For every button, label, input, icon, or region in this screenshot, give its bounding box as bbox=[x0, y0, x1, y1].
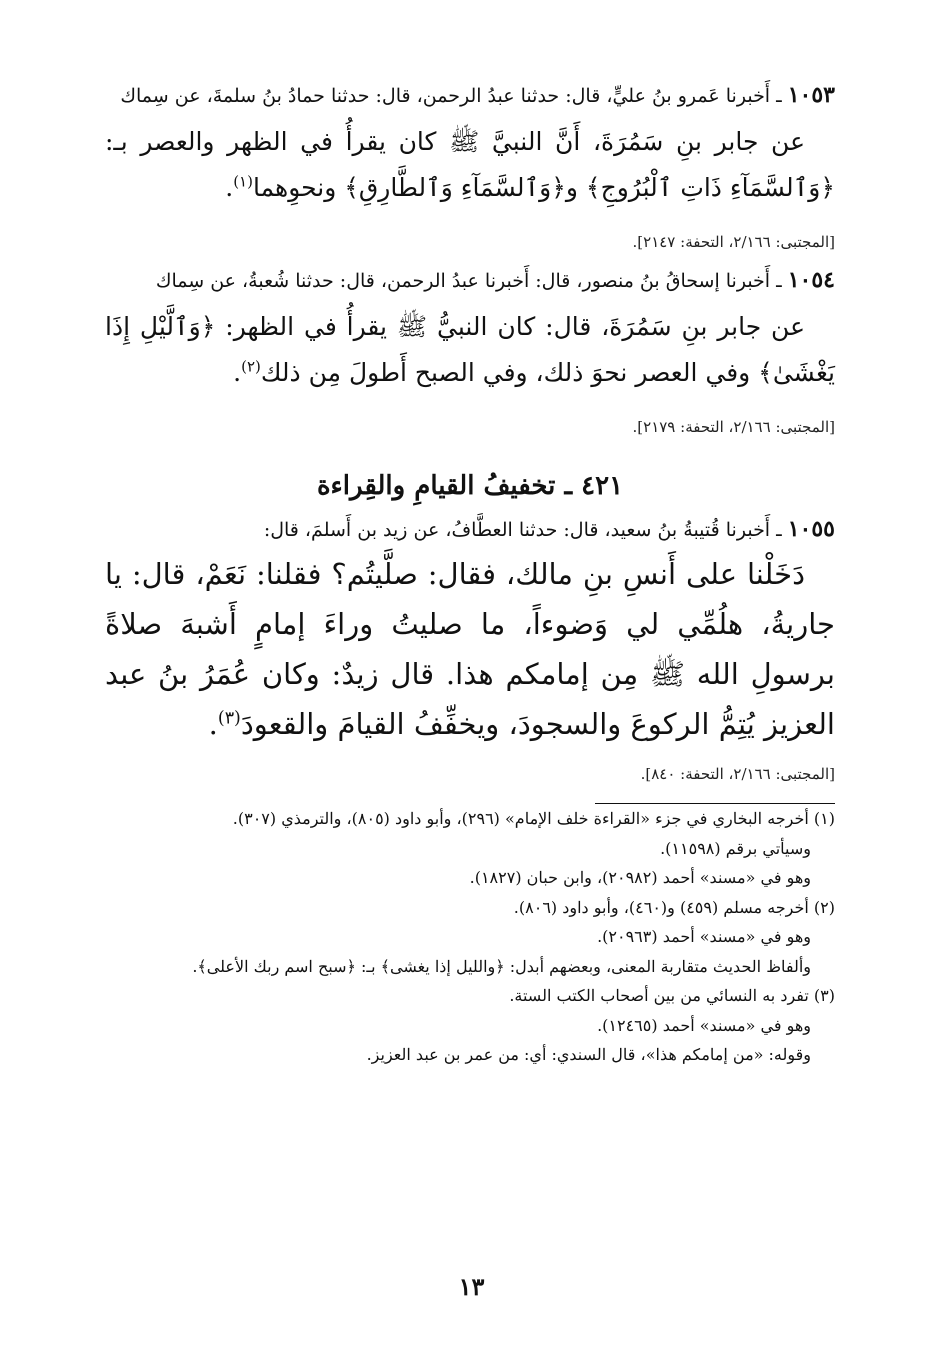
hadith-1055-isnad bbox=[105, 512, 835, 547]
footnote-line: (٢) أخرجه مسلم (٤٥٩) و(٤٦٠)، وأبو داود (٨٠٦). bbox=[513, 897, 835, 917]
footnote-mark: (٣) bbox=[217, 708, 241, 729]
hadith-1055-reference: [المجتبى: ٢/١٦٦، التحفة: ٨٤٠]. bbox=[640, 765, 835, 783]
footnote-mark: (٢) bbox=[241, 357, 261, 376]
footnote-line: وسيأتي برقم (١١٥٩٨). bbox=[660, 838, 811, 858]
footnote-line: وهو في «مسند» أحمد (٢٠٩٨٢)، وابن حبان (١٨٢٧). bbox=[469, 868, 811, 887]
hadith-number: ١٠٥٣ bbox=[787, 82, 835, 108]
hadith-number: ١٠٥٥ bbox=[787, 516, 835, 542]
footnote-line: وألفاظ الحديث متقاربة المعنى، وبعضهم أبدل: ﴿والليل إذا يغشى﴾ بـ: ﴿سبح اسم ربك الأعلى﴾. bbox=[192, 956, 811, 976]
hadith-1054-isnad bbox=[105, 263, 835, 298]
isnad-text: ـ أَخبرنا عَمرو بنُ عليٍّ، قال: حدثنا عبدُ الرحمن، قال: حدثنا حمادُ بنُ سلمةَ، عن سِماك bbox=[120, 85, 788, 107]
footnote-line: وهو في «مسند» أحمد (١٢٤٦٥). bbox=[597, 1015, 811, 1035]
hadith-1054-matn bbox=[105, 304, 835, 396]
hadith-1053-reference: [المجتبى: ٢/١٦٦، التحفة: ٢١٤٧]. bbox=[632, 233, 835, 251]
sentence-end: . bbox=[233, 358, 242, 387]
hadith-1053-matn bbox=[105, 119, 835, 211]
isnad-text: ـ أَخبرنا قُتيبةُ بنُ سعيد، قال: حدثنا العطَّافُ، عن زيد بن أَسلمَ، قال: bbox=[263, 519, 788, 541]
footnote-line: (١) أخرجه البخاري في جزء «القراءة خلف الإمام» (٢٩٦)، وأبو داود (٨٠٥)، والترمذي (٣٠٧). bbox=[232, 809, 835, 828]
chapter-title: ٤٢١ ـ تخفيفُ القيامِ والقِراءة bbox=[316, 471, 624, 501]
hadith-number: ١٠٥٤ bbox=[787, 267, 835, 293]
footnotes bbox=[105, 804, 835, 1070]
sentence-end: . bbox=[225, 173, 234, 202]
hadith-1055-matn bbox=[105, 549, 835, 749]
isnad-text: ـ أَخبرنا إسحاقُ بنُ منصور، قال: أَخبرنا عبدُ الرحمن، قال: حدثنا شُعبةُ، عن سِماك bbox=[155, 270, 788, 292]
footnote-line: (٣) تفرد به النسائي من بين أصحاب الكتب الستة. bbox=[509, 986, 835, 1005]
sentence-end: . bbox=[208, 707, 218, 741]
matn-text: عن جابر بنِ سَمُرَةَ، أَنَّ النبيَّ ﷺ كان يقرأُ في الظهر والعصر بـ: ﴿وَٱلسَّمَآءِ ذَاتِ ٱلْبُرُوجِ﴾ و﴿وَٱلسَّمَآءِ وَٱلطَّارِقِ﴾ ونحوِهما bbox=[105, 127, 835, 202]
page-number: ١٣ bbox=[458, 1272, 485, 1301]
matn-text: عن جابر بنِ سَمُرَةَ، قال: كان النبيُّ ﷺ يقرأُ في الظهر: ﴿وَٱلَّيْلِ إِذَا يَغْشَىٰ﴾ وفي العصر نحوَ ذلك، وفي الصبح أَطولَ مِن ذلك bbox=[105, 312, 835, 387]
matn-text: دَخَلْنا على أَنسِ بنِ مالك، فقال: صلَّيتُم؟ فقلنا: نَعَمْ، قال: يا جاريةُ، هلُمِّي لي وَضوءاً، ما صليتُ وراءَ إمامٍ أَشبهَ صلاةً برسولِ الله ﷺ مِن إمامكم هذا. قال زيدٌ: وكان عُمَرُ بنُ عبد العزيز يُتِمُّ الركوعَ والسجودَ، ويخفِّفُ القيامَ والقعودَ bbox=[105, 557, 835, 741]
hadith-1054-reference: [المجتبى: ٢/١٦٦، التحفة: ٢١٧٩]. bbox=[632, 418, 835, 436]
hadith-1053-isnad bbox=[105, 78, 835, 113]
footnote-mark: (١) bbox=[233, 172, 253, 191]
footnote-line: وهو في «مسند» أحمد (٢٠٩٦٣). bbox=[597, 927, 811, 946]
page-body bbox=[105, 78, 835, 1070]
footnote-line: وقوله: «من إمامكم هذا»، قال السندي: أي: من عمر بن عبد العزيز. bbox=[366, 1045, 811, 1064]
